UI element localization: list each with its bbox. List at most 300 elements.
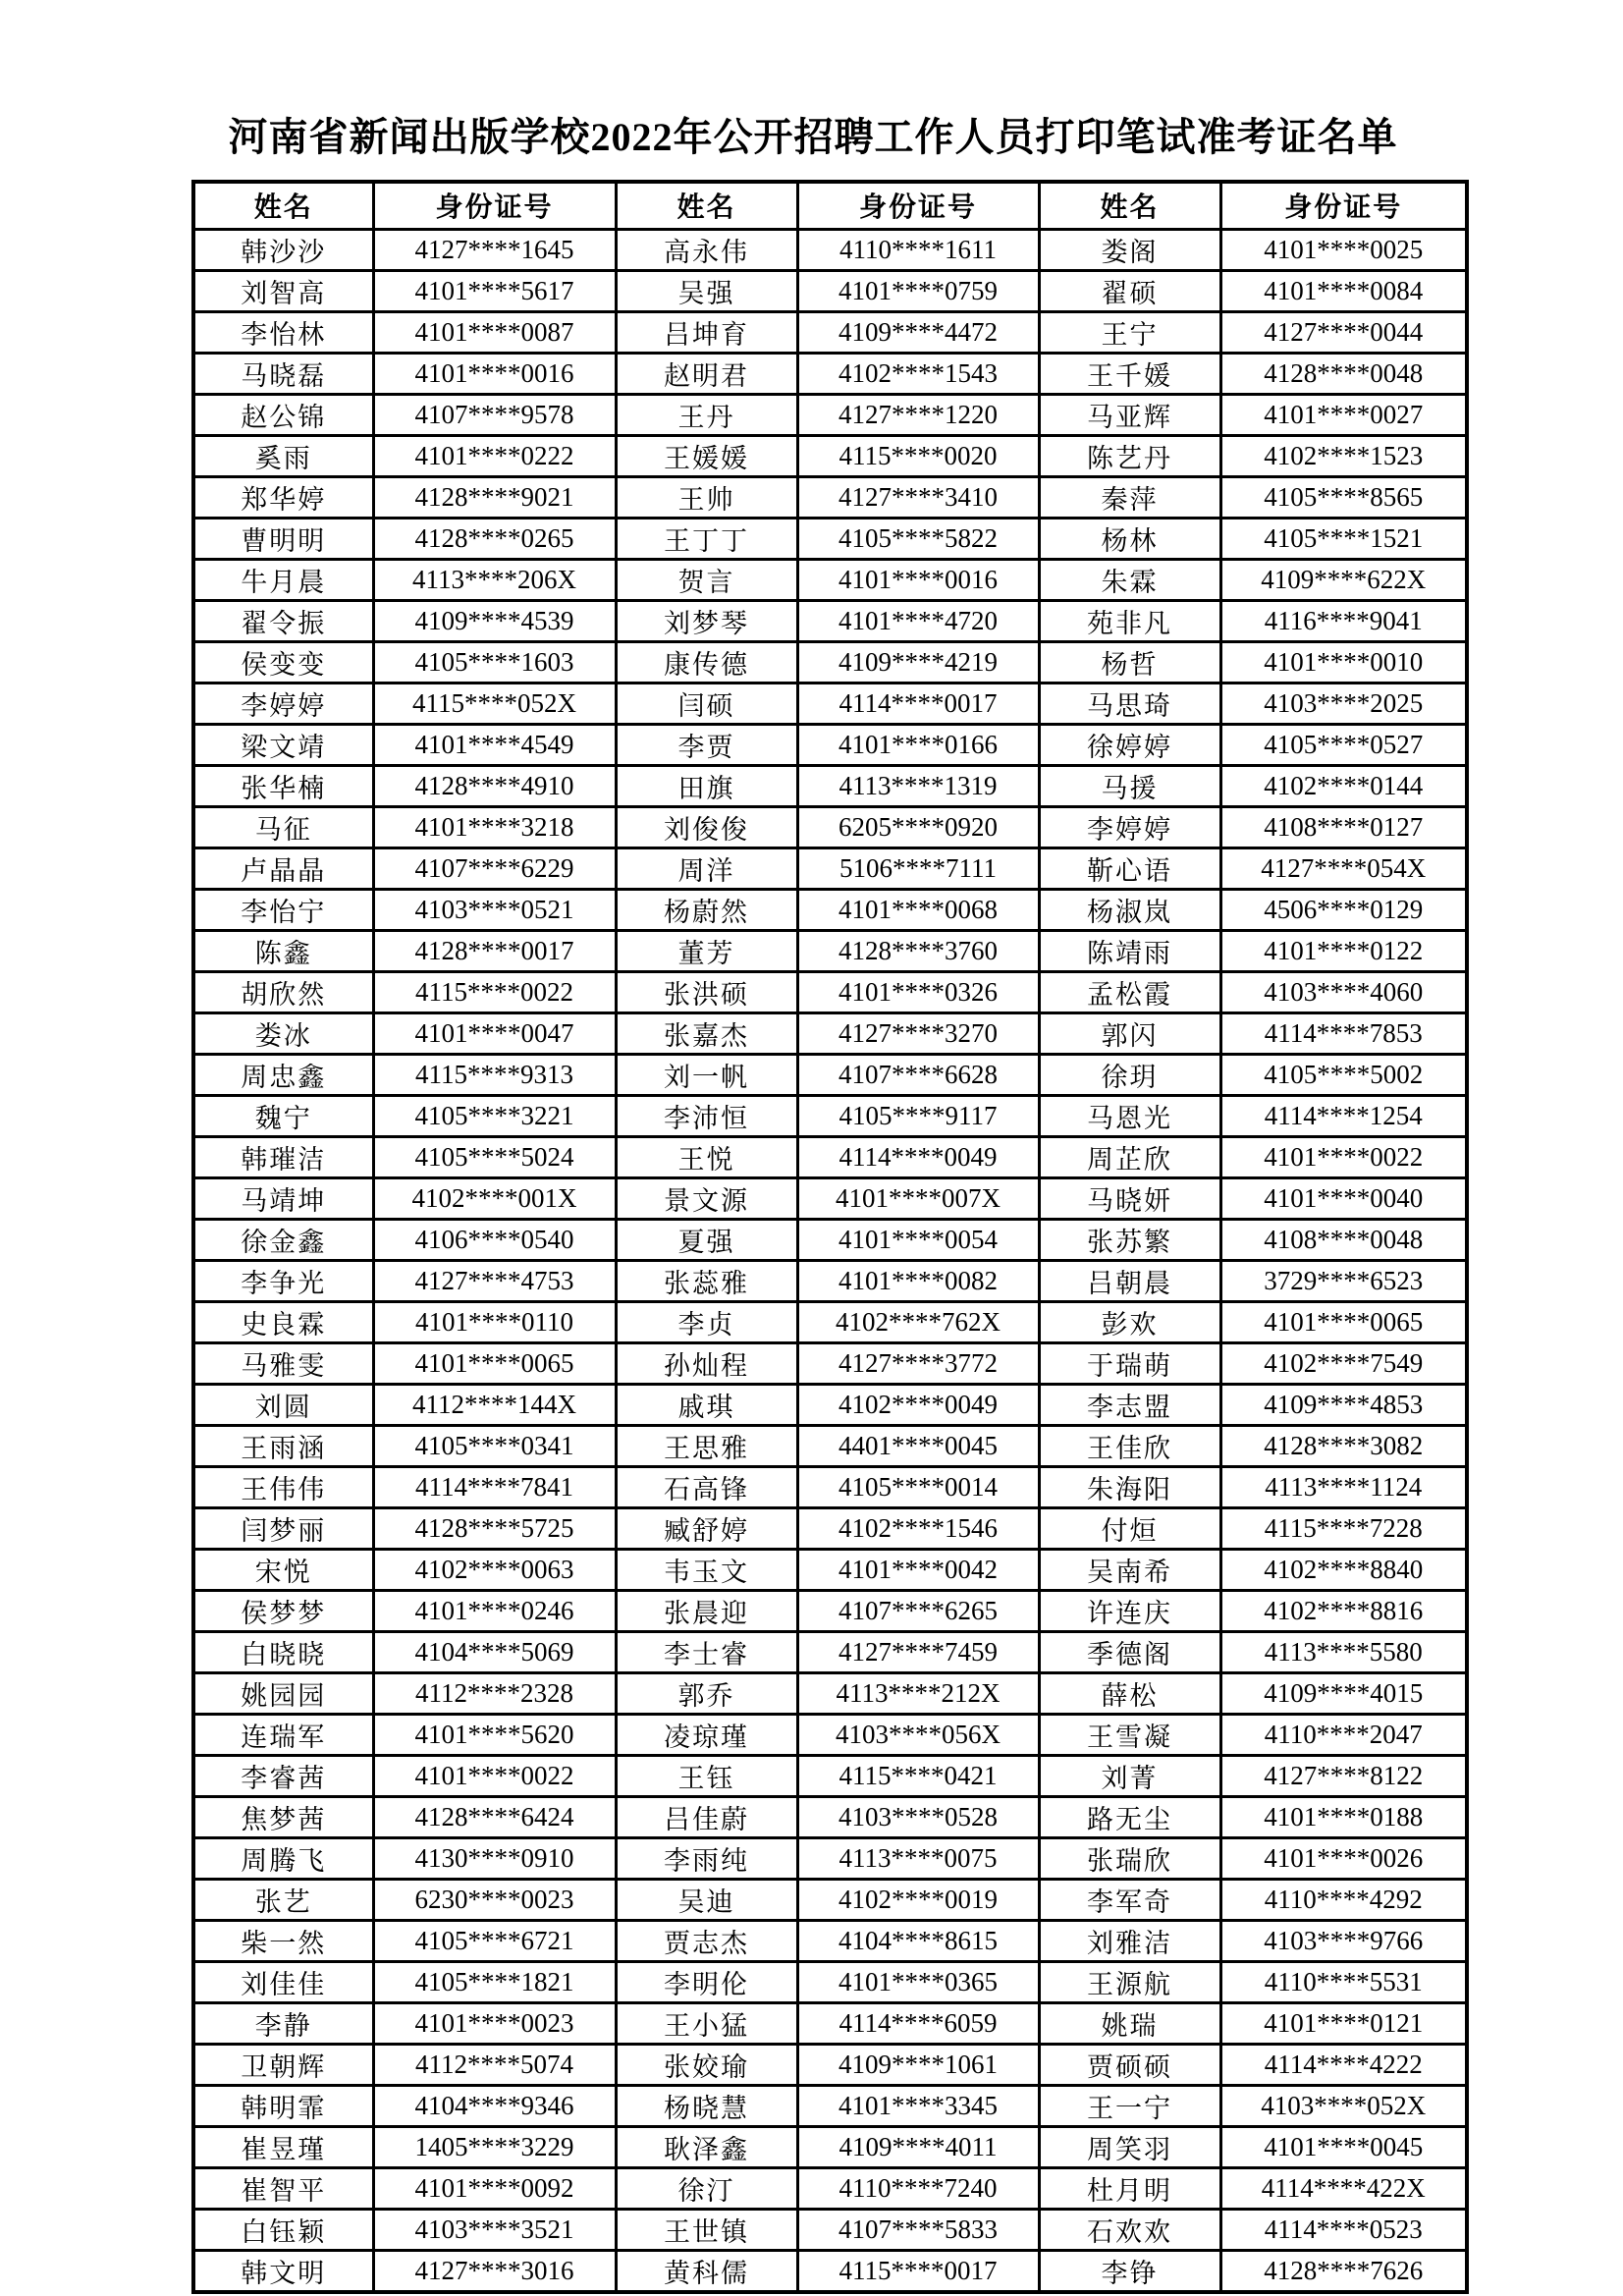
name-cell: 李静 (193, 2002, 373, 2044)
name-cell: 路无尘 (1039, 1796, 1220, 1837)
id-cell: 4101****0010 (1220, 641, 1467, 683)
name-cell: 王宁 (1039, 311, 1220, 353)
name-cell: 李婷婷 (193, 683, 373, 724)
name-cell: 高永伟 (616, 229, 797, 270)
id-cell: 4127****0044 (1220, 311, 1467, 353)
name-cell: 韩明霏 (193, 2085, 373, 2126)
id-cell: 4101****0045 (1220, 2126, 1467, 2167)
id-cell: 4107****5833 (797, 2209, 1039, 2250)
name-cell: 杨蔚然 (616, 889, 797, 930)
id-cell: 4128****9021 (373, 476, 616, 518)
page-title: 河南省新闻出版学校2022年公开招聘工作人员打印笔试准考证名单 (228, 115, 1398, 159)
id-cell: 4101****0016 (797, 559, 1039, 600)
name-cell: 薛松 (1039, 1672, 1220, 1714)
table-row (193, 1672, 1467, 1714)
table-row (193, 2044, 1467, 2085)
id-cell: 4101****0022 (1220, 1136, 1467, 1177)
table-row (193, 2085, 1467, 2126)
name-cell: 凌琼瑾 (616, 1714, 797, 1755)
name-cell: 王雨涵 (193, 1425, 373, 1466)
name-cell: 刘雅洁 (1039, 1920, 1220, 1961)
id-cell: 4103****056X (797, 1714, 1039, 1755)
header-id-2: 身份证号 (797, 182, 1039, 229)
name-cell: 秦萍 (1039, 476, 1220, 518)
name-cell: 王思雅 (616, 1425, 797, 1466)
name-cell: 王千媛 (1039, 353, 1220, 394)
id-cell: 4113****1319 (797, 765, 1039, 806)
table-row (193, 2209, 1467, 2250)
name-cell: 崔智平 (193, 2167, 373, 2209)
table-row (193, 971, 1467, 1012)
name-cell: 马亚辉 (1039, 394, 1220, 435)
name-cell: 吴迪 (616, 1879, 797, 1920)
name-cell: 杜月明 (1039, 2167, 1220, 2209)
id-cell: 4127****3016 (373, 2250, 616, 2292)
name-cell: 侯变变 (193, 641, 373, 683)
id-cell: 4105****5024 (373, 1136, 616, 1177)
table-row (193, 311, 1467, 353)
table-row (193, 270, 1467, 311)
id-cell: 4102****0144 (1220, 765, 1467, 806)
name-cell: 李争光 (193, 1260, 373, 1301)
id-cell: 4112****2328 (373, 1672, 616, 1714)
id-cell: 4105****9117 (797, 1095, 1039, 1136)
table-row (193, 1136, 1467, 1177)
name-cell: 白晓晓 (193, 1631, 373, 1672)
name-cell: 季德阁 (1039, 1631, 1220, 1672)
table-row (193, 1384, 1467, 1425)
id-cell: 4103****3521 (373, 2209, 616, 2250)
id-cell: 4115****0421 (797, 1755, 1039, 1796)
name-cell: 张华楠 (193, 765, 373, 806)
table-row (193, 724, 1467, 765)
name-cell: 卫朝辉 (193, 2044, 373, 2085)
table-row (193, 518, 1467, 559)
id-cell: 4102****0063 (373, 1549, 616, 1590)
name-cell: 景文源 (616, 1177, 797, 1219)
id-cell: 4101****5620 (373, 1714, 616, 1755)
id-cell: 6230****0023 (373, 1879, 616, 1920)
name-cell: 姚瑞 (1039, 2002, 1220, 2044)
id-cell: 4101****0022 (373, 1755, 616, 1796)
name-cell: 韩文明 (193, 2250, 373, 2292)
id-cell: 4105****8565 (1220, 476, 1467, 518)
id-cell: 4130****0910 (373, 1837, 616, 1879)
id-cell: 4127****3270 (797, 1012, 1039, 1054)
name-cell: 马恩光 (1039, 1095, 1220, 1136)
name-cell: 吕朝晨 (1039, 1260, 1220, 1301)
name-cell: 夏强 (616, 1219, 797, 1260)
name-cell: 娄冰 (193, 1012, 373, 1054)
id-cell: 4101****0087 (373, 311, 616, 353)
table-row (193, 1879, 1467, 1920)
id-cell: 4101****0166 (797, 724, 1039, 765)
name-cell: 靳心语 (1039, 847, 1220, 889)
name-cell: 马思琦 (1039, 683, 1220, 724)
name-cell: 张艺 (193, 1879, 373, 1920)
name-cell: 徐汀 (616, 2167, 797, 2209)
id-cell: 4128****3082 (1220, 1425, 1467, 1466)
name-cell: 李贾 (616, 724, 797, 765)
name-cell: 韩沙沙 (193, 229, 373, 270)
name-cell: 周笑羽 (1039, 2126, 1220, 2167)
header-name-2: 姓名 (616, 182, 797, 229)
name-cell: 李志盟 (1039, 1384, 1220, 1425)
header-id-1: 身份证号 (373, 182, 616, 229)
id-cell: 4101****0121 (1220, 2002, 1467, 2044)
id-cell: 4102****7549 (1220, 1342, 1467, 1384)
table-row (193, 1260, 1467, 1301)
table-row (193, 394, 1467, 435)
name-cell: 陈艺丹 (1039, 435, 1220, 476)
id-cell: 4108****0048 (1220, 1219, 1467, 1260)
id-cell: 4105****1521 (1220, 518, 1467, 559)
table-row (193, 435, 1467, 476)
id-cell: 4114****0017 (797, 683, 1039, 724)
id-cell: 4102****762X (797, 1301, 1039, 1342)
name-cell: 马雅雯 (193, 1342, 373, 1384)
table-row (193, 683, 1467, 724)
header-row (193, 182, 1467, 229)
id-cell: 4114****6059 (797, 2002, 1039, 2044)
id-cell: 4101****0092 (373, 2167, 616, 2209)
table-row (193, 1301, 1467, 1342)
name-cell: 王小猛 (616, 2002, 797, 2044)
name-cell: 石高锋 (616, 1466, 797, 1507)
id-cell: 4112****144X (373, 1384, 616, 1425)
name-cell: 周芷欣 (1039, 1136, 1220, 1177)
id-cell: 4128****7626 (1220, 2250, 1467, 2292)
table-row (193, 1342, 1467, 1384)
id-cell: 4109****4539 (373, 600, 616, 641)
name-cell: 王雪凝 (1039, 1714, 1220, 1755)
id-cell: 4102****1523 (1220, 435, 1467, 476)
id-cell: 4103****9766 (1220, 1920, 1467, 1961)
name-cell: 焦梦茜 (193, 1796, 373, 1837)
name-cell: 耿泽鑫 (616, 2126, 797, 2167)
name-cell: 石欢欢 (1039, 2209, 1220, 2250)
name-cell: 胡欣然 (193, 971, 373, 1012)
id-cell: 4110****1611 (797, 229, 1039, 270)
id-cell: 4101****0365 (797, 1961, 1039, 2002)
id-cell: 4127****054X (1220, 847, 1467, 889)
id-cell: 4102****8816 (1220, 1590, 1467, 1631)
id-cell: 4103****4060 (1220, 971, 1467, 1012)
id-cell: 4110****5531 (1220, 1961, 1467, 2002)
name-cell: 朱霖 (1039, 559, 1220, 600)
id-cell: 4101****4549 (373, 724, 616, 765)
id-cell: 4103****2025 (1220, 683, 1467, 724)
table-row (193, 847, 1467, 889)
id-cell: 4102****001X (373, 1177, 616, 1219)
id-cell: 4115****0022 (373, 971, 616, 1012)
table-row (193, 1837, 1467, 1879)
id-cell: 4101****0023 (373, 2002, 616, 2044)
name-cell: 白钰颖 (193, 2209, 373, 2250)
name-cell: 王钰 (616, 1755, 797, 1796)
id-cell: 4101****0047 (373, 1012, 616, 1054)
id-cell: 4113****1124 (1220, 1466, 1467, 1507)
header-name-3: 姓名 (1039, 182, 1220, 229)
id-cell: 6205****0920 (797, 806, 1039, 847)
id-cell: 4109****1061 (797, 2044, 1039, 2085)
id-cell: 4101****0084 (1220, 270, 1467, 311)
name-cell: 贾硕硕 (1039, 2044, 1220, 2085)
id-cell: 4114****7841 (373, 1466, 616, 1507)
name-cell: 康传德 (616, 641, 797, 683)
name-cell: 赵明君 (616, 353, 797, 394)
id-cell: 4105****0014 (797, 1466, 1039, 1507)
id-cell: 4127****7459 (797, 1631, 1039, 1672)
id-cell: 4128****0265 (373, 518, 616, 559)
id-cell: 4114****0523 (1220, 2209, 1467, 2250)
name-cell: 马靖坤 (193, 1177, 373, 1219)
name-cell: 付烜 (1039, 1507, 1220, 1549)
name-cell: 刘俊俊 (616, 806, 797, 847)
name-cell: 王伟伟 (193, 1466, 373, 1507)
id-cell: 4106****0540 (373, 1219, 616, 1260)
id-cell: 3729****6523 (1220, 1260, 1467, 1301)
table-row (193, 1466, 1467, 1507)
name-cell: 崔昱瑾 (193, 2126, 373, 2167)
name-cell: 卢晶晶 (193, 847, 373, 889)
name-cell: 李婷婷 (1039, 806, 1220, 847)
id-cell: 4114****7853 (1220, 1012, 1467, 1054)
name-cell: 张晨迎 (616, 1590, 797, 1631)
name-cell: 王佳欣 (1039, 1425, 1220, 1466)
id-cell: 4115****0017 (797, 2250, 1039, 2292)
table-row (193, 2167, 1467, 2209)
id-cell: 4101****0016 (373, 353, 616, 394)
name-cell: 宋悦 (193, 1549, 373, 1590)
id-cell: 4101****0026 (1220, 1837, 1467, 1879)
name-cell: 田旗 (616, 765, 797, 806)
id-cell: 4401****0045 (797, 1425, 1039, 1466)
table-row (193, 559, 1467, 600)
id-cell: 4104****5069 (373, 1631, 616, 1672)
name-cell: 王源航 (1039, 1961, 1220, 2002)
name-cell: 李铮 (1039, 2250, 1220, 2292)
table-row (193, 1590, 1467, 1631)
name-cell: 贾志杰 (616, 1920, 797, 1961)
name-cell: 刘圆 (193, 1384, 373, 1425)
table-row (193, 1755, 1467, 1796)
id-cell: 4105****1821 (373, 1961, 616, 2002)
name-cell: 马晓磊 (193, 353, 373, 394)
id-cell: 4127****1645 (373, 229, 616, 270)
name-cell: 许连庆 (1039, 1590, 1220, 1631)
id-cell: 4105****5002 (1220, 1054, 1467, 1095)
name-cell: 黄科儒 (616, 2250, 797, 2292)
id-cell: 4114****422X (1220, 2167, 1467, 2209)
id-cell: 4127****4753 (373, 1260, 616, 1301)
id-cell: 4110****2047 (1220, 1714, 1467, 1755)
id-cell: 4101****0042 (797, 1549, 1039, 1590)
id-cell: 4101****4720 (797, 600, 1039, 641)
id-cell: 1405****3229 (373, 2126, 616, 2167)
id-cell: 4108****0127 (1220, 806, 1467, 847)
id-cell: 4101****0065 (1220, 1301, 1467, 1342)
name-cell: 王丹 (616, 394, 797, 435)
name-cell: 张瑞欣 (1039, 1837, 1220, 1879)
id-cell: 4107****6628 (797, 1054, 1039, 1095)
name-cell: 郭闪 (1039, 1012, 1220, 1054)
id-cell: 4101****007X (797, 1177, 1039, 1219)
id-cell: 4109****622X (1220, 559, 1467, 600)
name-cell: 李沛恒 (616, 1095, 797, 1136)
table-row (193, 1095, 1467, 1136)
id-cell: 4128****5725 (373, 1507, 616, 1549)
name-cell: 王媛媛 (616, 435, 797, 476)
id-cell: 4101****3345 (797, 2085, 1039, 2126)
name-cell: 周腾飞 (193, 1837, 373, 1879)
name-cell: 张姣瑜 (616, 2044, 797, 2085)
name-cell: 张洪硕 (616, 971, 797, 1012)
id-cell: 4127****3772 (797, 1342, 1039, 1384)
table-row (193, 1219, 1467, 1260)
name-cell: 刘梦琴 (616, 600, 797, 641)
name-cell: 苑非凡 (1039, 600, 1220, 641)
name-cell: 于瑞萌 (1039, 1342, 1220, 1384)
table-row (193, 1796, 1467, 1837)
name-cell: 杨晓慧 (616, 2085, 797, 2126)
name-cell: 王悦 (616, 1136, 797, 1177)
name-cell: 张嘉杰 (616, 1012, 797, 1054)
name-cell: 李士睿 (616, 1631, 797, 1672)
id-cell: 4128****0017 (373, 930, 616, 971)
id-cell: 4101****0326 (797, 971, 1039, 1012)
table-row (193, 1714, 1467, 1755)
id-cell: 4110****7240 (797, 2167, 1039, 2209)
table-row (193, 2250, 1467, 2292)
id-cell: 4102****1543 (797, 353, 1039, 394)
name-cell: 戚琪 (616, 1384, 797, 1425)
table-row (193, 930, 1467, 971)
name-cell: 连瑞军 (193, 1714, 373, 1755)
name-cell: 马征 (193, 806, 373, 847)
id-cell: 4101****0759 (797, 270, 1039, 311)
id-cell: 4103****052X (1220, 2085, 1467, 2126)
id-cell: 4115****0020 (797, 435, 1039, 476)
name-cell: 李军奇 (1039, 1879, 1220, 1920)
id-cell: 4101****0027 (1220, 394, 1467, 435)
table-row (193, 353, 1467, 394)
id-cell: 4107****9578 (373, 394, 616, 435)
name-cell: 刘菁 (1039, 1755, 1220, 1796)
id-cell: 4102****0019 (797, 1879, 1039, 1920)
name-cell: 李怡宁 (193, 889, 373, 930)
name-cell: 王丁丁 (616, 518, 797, 559)
id-cell: 4101****0025 (1220, 229, 1467, 270)
name-cell: 吕佳蔚 (616, 1796, 797, 1837)
table-row (193, 1920, 1467, 1961)
name-cell: 陈靖雨 (1039, 930, 1220, 971)
name-cell: 王帅 (616, 476, 797, 518)
name-cell: 史良霖 (193, 1301, 373, 1342)
id-cell: 4102****1546 (797, 1507, 1039, 1549)
name-cell: 李怡林 (193, 311, 373, 353)
name-cell: 魏宁 (193, 1095, 373, 1136)
name-cell: 韩璀洁 (193, 1136, 373, 1177)
id-cell: 4127****3410 (797, 476, 1039, 518)
name-cell: 王世镇 (616, 2209, 797, 2250)
name-cell: 孟松霞 (1039, 971, 1220, 1012)
name-cell: 姚园园 (193, 1672, 373, 1714)
id-cell: 4101****0222 (373, 435, 616, 476)
name-cell: 曹明明 (193, 518, 373, 559)
name-cell: 徐金鑫 (193, 1219, 373, 1260)
id-cell: 4101****0122 (1220, 930, 1467, 971)
table-row (193, 476, 1467, 518)
name-cell: 柴一然 (193, 1920, 373, 1961)
name-cell: 杨淑岚 (1039, 889, 1220, 930)
table-row (193, 600, 1467, 641)
id-cell: 4127****1220 (797, 394, 1039, 435)
table-row (193, 765, 1467, 806)
roster-table-body (193, 229, 1467, 2292)
name-cell: 彭欢 (1039, 1301, 1220, 1342)
name-cell: 吴南希 (1039, 1549, 1220, 1590)
id-cell: 4105****1603 (373, 641, 616, 683)
table-row (193, 2126, 1467, 2167)
name-cell: 韦玉文 (616, 1549, 797, 1590)
name-cell: 王一宁 (1039, 2085, 1220, 2126)
id-cell: 4103****0528 (797, 1796, 1039, 1837)
id-cell: 4112****5074 (373, 2044, 616, 2085)
id-cell: 4101****0065 (373, 1342, 616, 1384)
table-row (193, 1961, 1467, 2002)
name-cell: 朱海阳 (1039, 1466, 1220, 1507)
id-cell: 4128****4910 (373, 765, 616, 806)
id-cell: 4506****0129 (1220, 889, 1467, 930)
name-cell: 陈鑫 (193, 930, 373, 971)
name-cell: 张蕊雅 (616, 1260, 797, 1301)
id-cell: 4104****8615 (797, 1920, 1039, 1961)
table-row (193, 889, 1467, 930)
name-cell: 刘佳佳 (193, 1961, 373, 2002)
id-cell: 4128****3760 (797, 930, 1039, 971)
name-cell: 刘一帆 (616, 1054, 797, 1095)
id-cell: 4105****0341 (373, 1425, 616, 1466)
name-cell: 杨哲 (1039, 641, 1220, 683)
id-cell: 4113****0075 (797, 1837, 1039, 1879)
id-cell: 4102****0049 (797, 1384, 1039, 1425)
name-cell: 梁文靖 (193, 724, 373, 765)
name-cell: 马援 (1039, 765, 1220, 806)
id-cell: 4114****4222 (1220, 2044, 1467, 2085)
roster-table (191, 180, 1469, 2294)
name-cell: 孙灿程 (616, 1342, 797, 1384)
name-cell: 徐玥 (1039, 1054, 1220, 1095)
id-cell: 4101****0054 (797, 1219, 1039, 1260)
id-cell: 4101****0110 (373, 1301, 616, 1342)
id-cell: 4107****6265 (797, 1590, 1039, 1631)
table-row (193, 1177, 1467, 1219)
id-cell: 4114****1254 (1220, 1095, 1467, 1136)
name-cell: 牛月晨 (193, 559, 373, 600)
name-cell: 郑华婷 (193, 476, 373, 518)
name-cell: 李睿茜 (193, 1755, 373, 1796)
id-cell: 4109****4853 (1220, 1384, 1467, 1425)
id-cell: 4101****0188 (1220, 1796, 1467, 1837)
id-cell: 4109****4011 (797, 2126, 1039, 2167)
name-cell: 郭乔 (616, 1672, 797, 1714)
table-row (193, 1012, 1467, 1054)
name-cell: 李贞 (616, 1301, 797, 1342)
id-cell: 4105****0527 (1220, 724, 1467, 765)
id-cell: 4113****212X (797, 1672, 1039, 1714)
id-cell: 4107****6229 (373, 847, 616, 889)
